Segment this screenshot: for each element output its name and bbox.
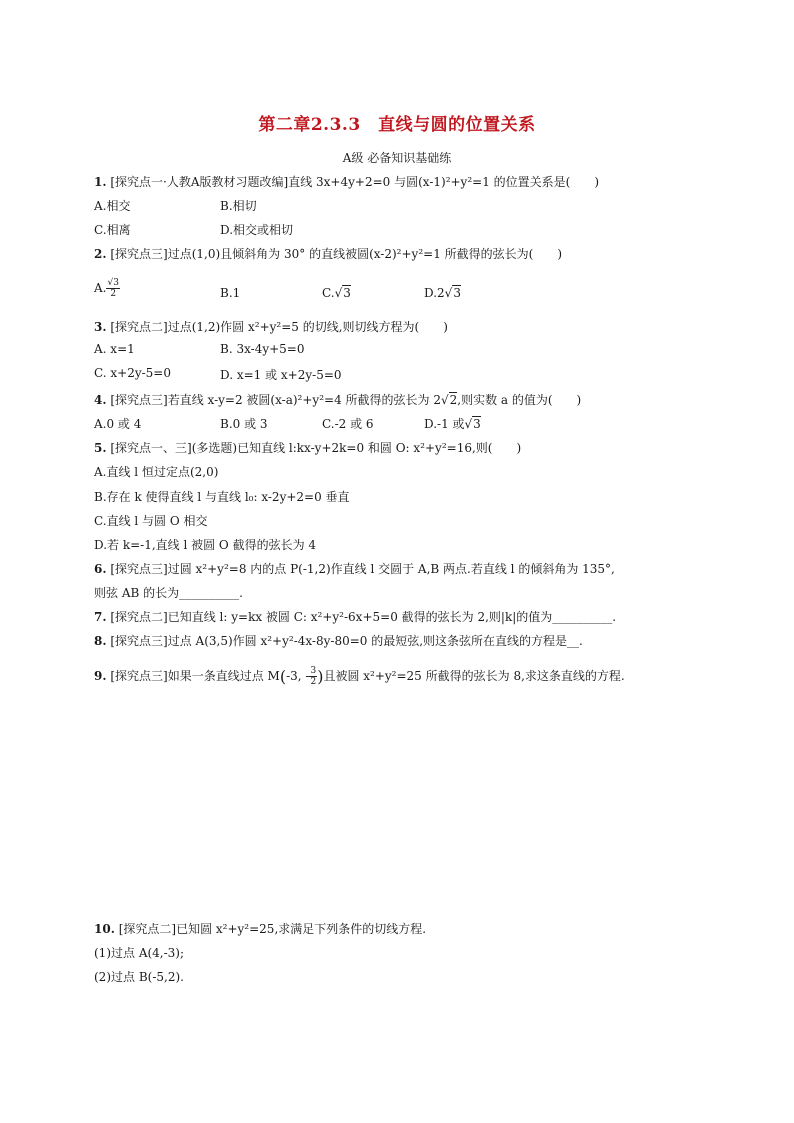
question-number: 8.	[94, 634, 107, 648]
question-8	[94, 632, 583, 649]
question-number: 10.	[94, 922, 115, 936]
question-3	[94, 318, 448, 335]
question-number: 4.	[94, 393, 107, 407]
question-1	[94, 173, 599, 190]
question-text: [探究点三]过点 A(3,5)作圆 x²+y²-4x-8y-80=0 的最短弦,则这条弦所在直线的方程是__.	[110, 634, 583, 648]
question-10-part-1: (1)过点 A(4,-3);	[94, 946, 185, 960]
question-number: 1.	[94, 175, 107, 189]
option-d: D.若 k=-1,直线 l 被圆 O 截得的弦长为 4	[94, 538, 317, 552]
option-b: B.相切	[220, 199, 257, 213]
question-text: [探究点二]过点(1,2)作圆 x²+y²=5 的切线,则切线方程为( )	[110, 320, 448, 334]
option-b: B. 3x-4y+5=0	[220, 342, 305, 356]
question-5	[94, 439, 521, 456]
option-c: C.直线 l 与圆 O 相交	[94, 514, 208, 528]
option-d: D.相交或相切	[220, 223, 294, 237]
option-d: D. x=1 或 x+2y-5=0	[220, 368, 342, 382]
question-text: [探究点三]过点(1,0)且倾斜角为 30° 的直线被圆(x-2)²+y²=1 所截得的弦长为( )	[110, 247, 563, 261]
question-7	[94, 608, 616, 625]
option-c: C.相离	[94, 223, 131, 237]
option-d: D.-1 或√3	[424, 417, 481, 431]
question-6	[94, 560, 615, 577]
option-a: A.相交	[94, 199, 131, 213]
fraction: $\frac{3}{2}$	[310, 666, 317, 687]
option-b: B.0 或 3	[220, 417, 268, 431]
point-x: -3,	[286, 669, 302, 683]
option-d: D.2√3	[424, 286, 461, 300]
question-10-part-2: (2)过点 B(-5,2).	[94, 970, 184, 984]
page-title: 第二章2.3.3 直线与圆的位置关系	[258, 115, 536, 135]
question-number: 9.	[94, 669, 107, 683]
question-2	[94, 245, 562, 262]
option-a: A. x=1	[94, 342, 135, 356]
question-number: 5.	[94, 441, 107, 455]
question-4: 4. [探究点三]若直线 x-y=2 被圆(x-a)²+y²=4 所截得的弦长为 2√2,则实数 a 的值为( )	[94, 393, 582, 407]
question-text: [探究点一·人教A版教材习题改编]直线 3x+4y+2=0 与圆(x-1)²+y²=1 的位置关系是( )	[110, 175, 600, 189]
option-c: C.√3	[322, 286, 351, 300]
question-number: 6.	[94, 562, 107, 576]
section-subtitle: A级 必备知识基础练	[342, 151, 452, 165]
question-text: [探究点二]已知圆 x²+y²=25,求满足下列条件的切线方程.	[118, 922, 427, 936]
question-text: [探究点三]过圆 x²+y²=8 内的点 P(-1,2)作直线 l 交圆于 A,B 两点.若直线 l 的倾斜角为 135°,	[110, 562, 615, 576]
question-text: [探究点一、三](多选题)已知直线 l:kx-y+2k=0 和圆 O: x²+y²=16,则( )	[110, 441, 522, 455]
question-6-continued: 则弦 AB 的长为__________.	[94, 586, 243, 600]
option-a: A.0 或 4	[94, 417, 142, 431]
question-text: [探究点三]如果一条直线过点 M	[110, 669, 280, 683]
option-a: A.直线 l 恒过定点(2,0)	[94, 465, 219, 479]
question-10	[94, 920, 426, 937]
fraction: $\frac{√3}{2}$	[107, 278, 119, 299]
option-c: C.-2 或 6	[322, 417, 374, 431]
option-a: A. $\frac{√3}{2}$	[94, 278, 119, 299]
question-number: 3.	[94, 320, 107, 334]
option-b: B.存在 k 使得直线 l 与直线 l₀: x-2y+2=0 垂直	[94, 490, 350, 504]
question-text: [探究点二]已知直线 l: y=kx 被圆 C: x²+y²-6x+5=0 截得的弦长为 2,则|k|的值为__________.	[110, 610, 617, 624]
question-9: 9. [探究点三]如果一条直线过点 M(-3, - $\frac{3}{2}$ )且被圆 x²+y²=25 所截得的弦长为 8,求这条直线的方程.	[94, 666, 625, 687]
question-number: 7.	[94, 610, 107, 624]
option-c: C. x+2y-5=0	[94, 366, 171, 380]
question-text: [探究点三]若直线 x-y=2 被圆(x-a)²+y²=4 所截得的弦长为 2	[110, 393, 441, 407]
option-b: B.1	[220, 286, 241, 300]
question-number: 2.	[94, 247, 107, 261]
